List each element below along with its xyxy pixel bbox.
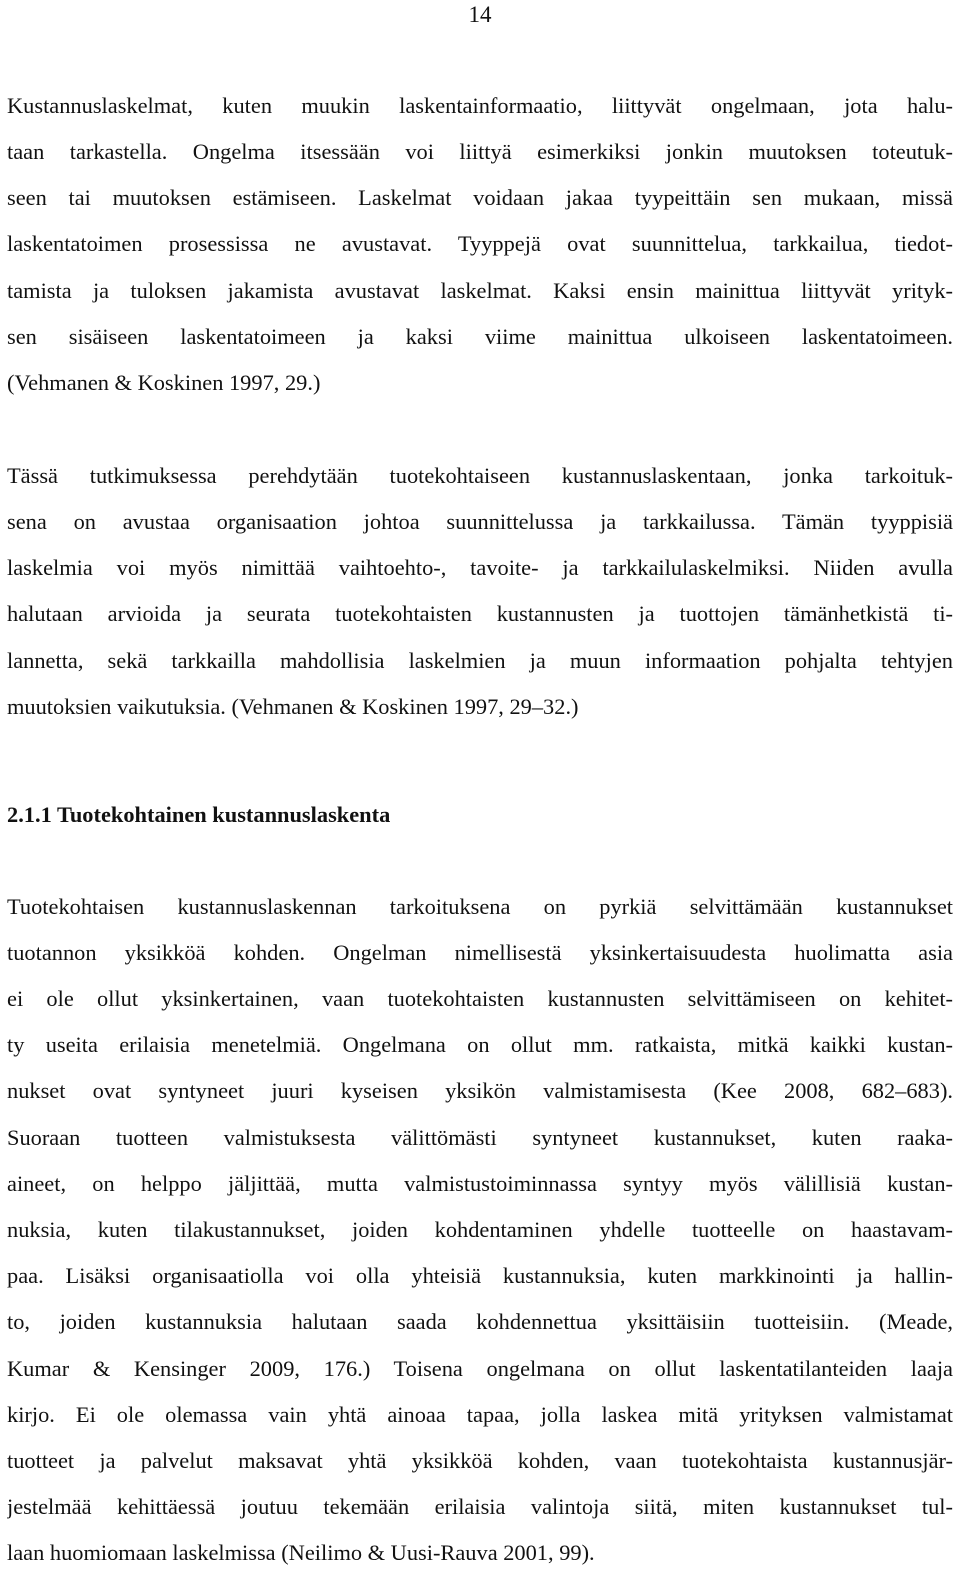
text-line: laan huomiomaan laskelmissa (Neilimo & Uusi-Rauva 2001, 99). (7, 1540, 595, 1565)
text-line: aineet, on helppo jäljittää, mutta valmistustoiminnassa syntyy myös välillisiä kustan- (7, 1171, 953, 1196)
text-line: ty useita erilaisia menetelmiä. Ongelmana on ollut mm. ratkaista, mitkä kaikki kustan- (7, 1032, 953, 1057)
text-line: sena on avustaa organisaation johtoa suunnittelussa ja tarkkailussa. Tämän tyyppisiä (7, 509, 953, 534)
text-line: tuotannon yksikköä kohden. Ongelman nimellisestä yksinkertaisuudesta huolimatta asia (7, 940, 953, 965)
text-line: paa. Lisäksi organisaatiolla voi olla yhteisiä kustannuksia, kuten markkinointi ja hallin- (7, 1263, 953, 1288)
text-line: ei ole ollut yksinkertainen, vaan tuotekohtaisten kustannusten selvittämiseen on kehitet- (7, 986, 953, 1011)
page-number: 14 (468, 2, 492, 27)
text-line: Kustannuslaskelmat, kuten muukin laskentainformaatio, liittyvät ongelmaan, jota halu- (7, 93, 953, 118)
text-line: muutoksien vaikutuksia. (Vehmanen & Koskinen 1997, 29–32.) (7, 694, 579, 719)
text-line: sen sisäiseen laskentatoimeen ja kaksi viime mainittua ulkoiseen laskentatoimeen. (7, 324, 953, 349)
text-line: to, joiden kustannuksia halutaan saada kohdennettua yksittäisiin tuotteisiin. (Meade, (7, 1309, 953, 1334)
text-line: laskentatoimen prosessissa ne avustavat. Tyyppejä ovat suunnittelua, tarkkailua, tiedot- (7, 231, 953, 256)
text-line: kirjo. Ei ole olemassa vain yhtä ainoaa tapaa, jolla laskea mitä yrityksen valmistamat (7, 1402, 953, 1427)
text-line: jestelmää kehittäessä joutuu tekemään erilaisia valintoja siitä, miten kustannukset tul- (7, 1494, 953, 1519)
text-line: Suoraan tuotteen valmistuksesta välittömästi syntyneet kustannukset, kuten raaka- (7, 1125, 953, 1150)
text-line: (Vehmanen & Koskinen 1997, 29.) (7, 370, 321, 395)
text-line: taan tarkastella. Ongelma itsessään voi liittyä esimerkiksi jonkin muutoksen toteutuk- (7, 139, 953, 164)
text-line: Tuotekohtaisen kustannuslaskennan tarkoituksena on pyrkiä selvittämään kustannukset (7, 894, 953, 919)
text-line: Tässä tutkimuksessa perehdytään tuotekohtaiseen kustannuslaskentaan, jonka tarkoituk- (7, 463, 953, 488)
section-heading: 2.1.1 Tuotekohtainen kustannuslaskenta (7, 802, 391, 827)
text-line: tamista ja tuloksen jakamista avustavat laskelmat. Kaksi ensin mainittua liittyvät yrityk- (7, 278, 953, 303)
text-line: laskelmia voi myös nimittää vaihtoehto-, tavoite- ja tarkkailulaskelmiksi. Niiden avulla (7, 555, 953, 580)
text-line: seen tai muutoksen estämiseen. Laskelmat voidaan jakaa tyypeittäin sen mukaan, missä (7, 185, 953, 210)
text-line: lannetta, sekä tarkkailla mahdollisia laskelmien ja muun informaation pohjalta tehtyjen (7, 648, 953, 673)
text-line: Kumar & Kensinger 2009, 176.) Toisena ongelmana on ollut laskentatilanteiden laaja (7, 1356, 953, 1381)
text-line: halutaan arvioida ja seurata tuotekohtaisten kustannusten ja tuottojen tämänhetkistä ti- (7, 601, 953, 626)
text-line: nuksia, kuten tilakustannukset, joiden kohdentaminen yhdelle tuotteelle on haastavam- (7, 1217, 953, 1242)
text-line: tuotteet ja palvelut maksavat yhtä yksikköä kohden, vaan tuotekohtaista kustannusjär- (7, 1448, 953, 1473)
text-line: nukset ovat syntyneet juuri kyseisen yksikön valmistamisesta (Kee 2008, 682–683). (7, 1078, 953, 1103)
